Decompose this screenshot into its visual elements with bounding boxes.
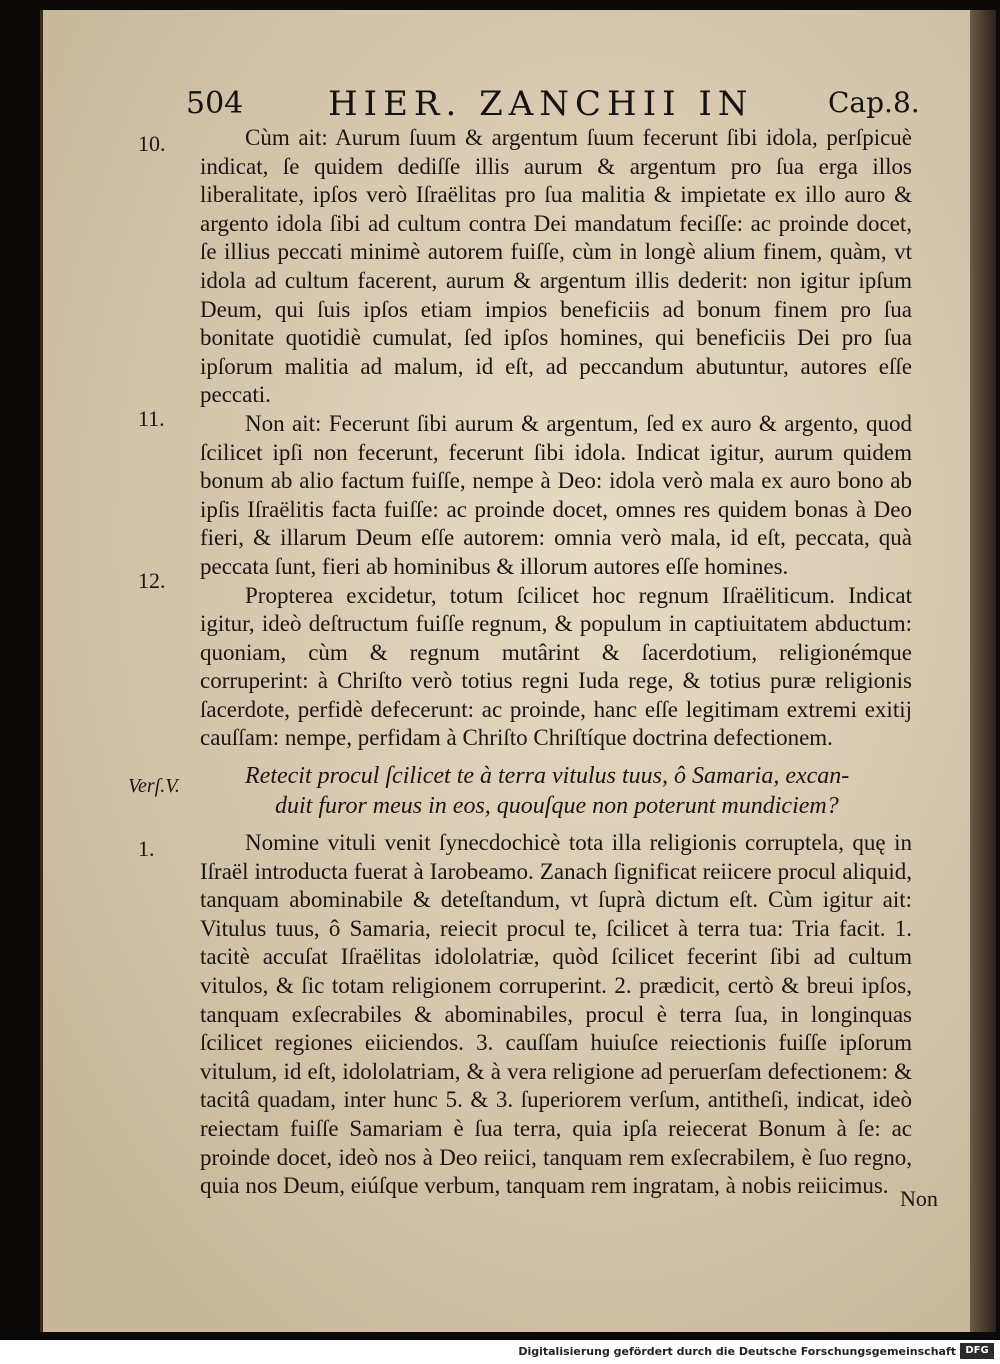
paragraph-10: [200, 124, 912, 410]
paragraph-11: [200, 410, 912, 582]
digitization-footer: [0, 1340, 1000, 1364]
page-edge: [970, 10, 996, 1332]
catchword: Non: [900, 1186, 938, 1211]
funding-credit: Digitalisierung gefördert durch die Deutsche Forschungsgemeinschaft: [518, 1345, 956, 1358]
page-number: 504: [186, 86, 244, 121]
dfg-logo: DFG: [960, 1343, 994, 1359]
paragraph-1: [200, 829, 912, 1201]
verse-line-2: duit furor meus in eos, quouſque non poterunt mundiciem?: [275, 793, 839, 820]
running-title: HIER. ZANCHII IN: [328, 84, 754, 124]
verse-quotation: [200, 761, 912, 821]
margin-marker-12: 12.: [138, 568, 166, 593]
paragraph-12-text: Propterea excidetur, totum ſcilicet hoc regnum Iſraëliticum. Indicat igitur, ideò deſtructum fuiſſe regnum, & populum in captiuitatem abductum: quoniam, cùm & regnum mutârint & ſacerdotium, religionémque corruperint: à Chriſto verò totius regni Iuda rege, & totius puræ religionis ſacerdote, perfidè defecerunt: ac proinde, hanc eſſe legitimam extremi exitij cauſſam: nempe, perfidam à Chriſto Chriſtíque doctrina defectionem.: [200, 582, 912, 751]
paragraph-12: [200, 582, 912, 754]
margin-marker-10: 10.: [138, 131, 166, 156]
margin-marker-verse: Verſ.V.: [128, 775, 180, 797]
paragraph-1-text: Nomine vituli venit ſynecdochicè tota illa religionis corruptela, quę in Iſraël introducta fuerat à Iarobeamo. Zanach ſignificat reiicere procul aliquid, tanquam abominabile & deteſtandum, vt ſuprà dictum eſt. Cùm igitur ait: Vitulus tuus, ô Samaria, reiecit procul te, ſcilicet à terra tua: Tria facit. 1. tacitè accuſat Iſraëlitas idololatriæ, quòd ſcilicet fecerint ſibi ad cultum vitulos, & ſic totam religionem corruperint. 2. prædicit, certò & breui ipſos, tanquam exſecrabiles & abominabiles, procul è terra ſua, in longinquas ſcilicet regiones eiiciendos. 3. cauſſam huiuſce reiectionis fuiſſe ipſorum vitulum, id eſt, idololatriam, & à vera religione ad peruerſam defectionem: & tacitâ quadam, inter hunc 5. & 3. ſuperiorem verſum, antitheſi, indicat, ideò reiectam fuiſſe Samariam è ſua terra, quia ipſa reiecerat Bonum à ſe: ac proinde docet, ideò nos à Deo reiici, tanquam rem exſecrabilem, è ſuo regno, quia nos Deum, eiúſque verbum, tanquam rem ingratam, à nobis reiicimus.: [200, 830, 912, 1199]
running-header: [0, 84, 1000, 124]
verse-line-1: Retecit procul ſcilicet te à terra vitulus tuus, ô Samaria, excan-: [245, 763, 850, 790]
main-text-block: [200, 124, 912, 1201]
margin-marker-1: 1.: [138, 836, 155, 861]
chapter-label: Cap.8.: [828, 86, 920, 119]
paragraph-11-text: Non ait: Fecerunt ſibi aurum & argentum, ſed ex auro & argento, quod ſcilicet ipſi non fecerunt, fecerunt ſibi idola. Indicat igitur, aurum quidem bonum ab alio factum fuiſſe, nempe à Deo: idola verò mala ex auro bono ab ipſis Iſraëlitis facta fuiſſe: ac proinde docet, omnes res quidem bonas à Deo fieri, & illarum Deum eſſe autorem: omnia verò mala, id eſt, peccata, quà peccata ſunt, fieri ab hominibus & illorum autores eſſe homines.: [200, 410, 912, 579]
margin-marker-11: 11.: [138, 406, 165, 431]
paragraph-10-text: Cùm ait: Aurum ſuum & argentum ſuum fecerunt ſibi idola, perſpicuè indicat, ſe quidem dediſſe illis aurum & argentum pro ſua erga illos liberalitate, ipſos verò Iſraëlitas pro ſua malitia & impietate ex illo auro & argento idola ſibi ad cultum contra Dei mandatum feciſſe: ac proinde docet, ſe illius peccati minimè autorem fuiſſe, cùm in longè alium finem, quàm, vt idola ad cultum facerent, aurum & argentum illis dederit: non igitur ipſum Deum, qui ſuis ipſos etiam impios beneficiis ad bonum finem pro ſua bonitate quotidiè cumulat, ſed ipſos homines, qui beneficiis Dei pro ſua ipſorum malitia ad malum, id eſt, ad peccandum abutuntur, autores eſſe peccati.: [200, 125, 912, 408]
